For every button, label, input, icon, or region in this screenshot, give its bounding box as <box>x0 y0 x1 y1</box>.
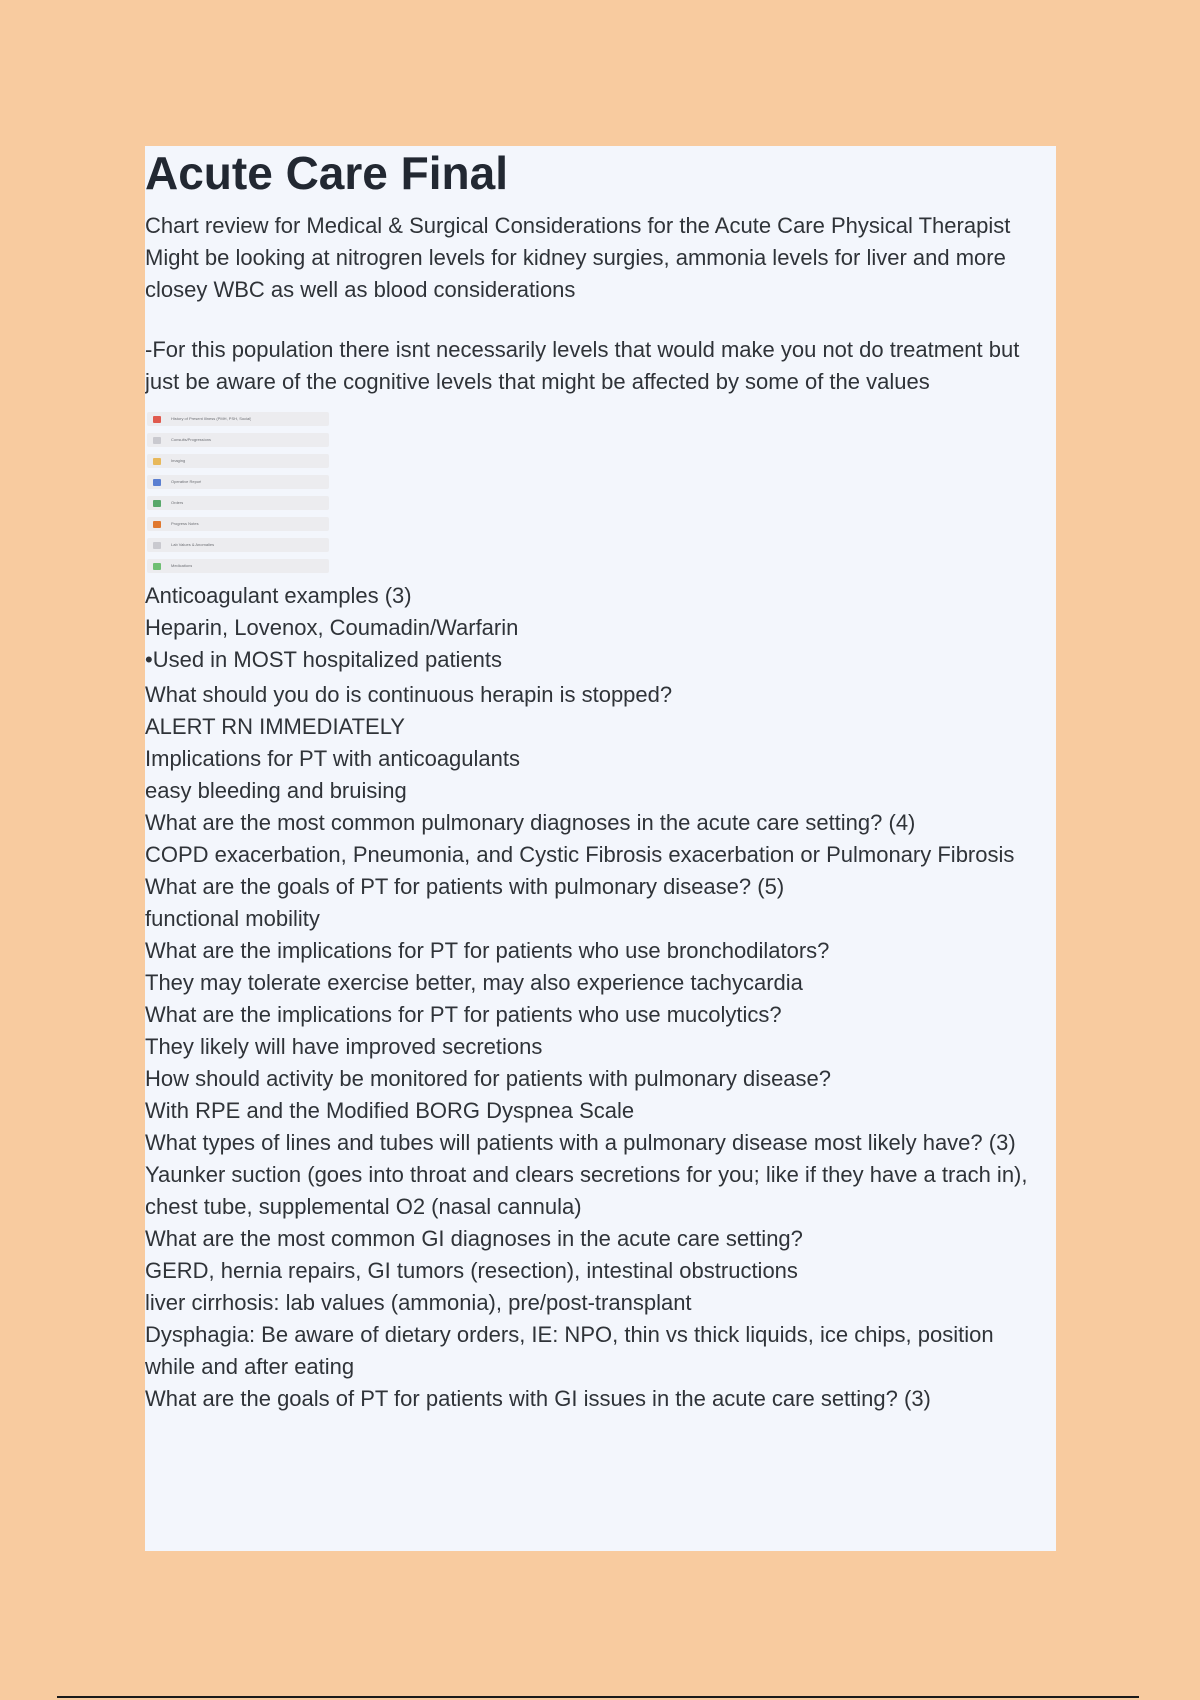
progress-notes-icon <box>153 521 161 528</box>
chart-section-item <box>147 475 329 489</box>
orders-icon <box>153 500 161 507</box>
chart-section-label: Orders <box>171 500 184 505</box>
qa-line: What types of lines and tubes will patients with a pulmonary disease most likely have? (3) <box>145 1130 1016 1155</box>
chart-section-label: Consults/Progressions <box>171 437 212 442</box>
qa-line: ALERT RN IMMEDIATELY <box>145 714 405 739</box>
chart-section-label: Operative Report <box>171 479 202 484</box>
chart-section-label: Progress Notes <box>171 521 199 526</box>
qa-line: They may tolerate exercise better, may also experience tachycardia <box>145 970 803 995</box>
qa-line: What are the most common GI diagnoses in the acute care setting? <box>145 1226 803 1251</box>
chart-review-sections-image <box>147 412 329 573</box>
qa-line: They likely will have improved secretions <box>145 1034 543 1059</box>
qa-list <box>145 679 1056 1415</box>
qa-line: What should you do is continuous herapin is stopped? <box>145 682 673 707</box>
qa-line: Dysphagia: Be aware of dietary orders, IE: NPO, thin vs thick liquids, ice chips, position while and after eating <box>145 1322 994 1379</box>
qa-line: easy bleeding and bruising <box>145 778 407 803</box>
qa-line: What are the implications for PT for patients who use bronchodilators? <box>145 938 830 963</box>
qa-line: liver cirrhosis: lab values (ammonia), pre/post-transplant <box>145 1290 692 1315</box>
qa-line: Implications for PT with anticoagulants <box>145 746 520 771</box>
chart-section-item <box>147 538 329 552</box>
anticoagulant-answer: Heparin, Lovenox, Coumadin/Warfarin <box>145 615 519 640</box>
consults-icon <box>153 437 161 444</box>
imaging-icon <box>153 458 161 465</box>
qa-line: functional mobility <box>145 906 320 931</box>
document-page <box>145 146 1056 1551</box>
chart-section-item <box>147 433 329 447</box>
chart-section-label: Imaging <box>171 458 186 463</box>
qa-line: With RPE and the Modified BORG Dyspnea Scale <box>145 1098 635 1123</box>
qa-line: What are the implications for PT for patients who use mucolytics? <box>145 1002 782 1027</box>
qa-line: How should activity be monitored for patients with pulmonary disease? <box>145 1066 832 1091</box>
history-icon <box>153 416 161 423</box>
bottom-divider <box>57 1696 1139 1698</box>
medications-icon <box>153 563 161 570</box>
chart-section-item <box>147 454 329 468</box>
lab-values-icon <box>153 542 161 549</box>
anticoagulant-note: •Used in MOST hospitalized patients <box>145 647 503 672</box>
intro-paragraph: Might be looking at nitrogren levels for kidney surgies, ammonia levels for liver and more closey WBC as well as blood considerations <box>145 245 1006 302</box>
qa-line: COPD exacerbation, Pneumonia, and Cystic Fibrosis exacerbation or Pulmonary Fibrosis <box>145 842 1015 867</box>
qa-line: GERD, hernia repairs, GI tumors (resection), intestinal obstructions <box>145 1258 798 1283</box>
chart-section-label: History of Present Illness (PMH, PSH, Social) <box>171 416 252 421</box>
intro-paragraph: -For this population there isnt necessarily levels that would make you not do treatment but just be aware of the cognitive levels that might be affected by some of the values <box>145 337 1020 394</box>
chart-section-item <box>147 496 329 510</box>
qa-line: What are the most common pulmonary diagnoses in the acute care setting? (4) <box>145 810 916 835</box>
chart-section-item <box>147 412 329 426</box>
qa-line: What are the goals of PT for patients with pulmonary disease? (5) <box>145 874 785 899</box>
qa-line: What are the goals of PT for patients with GI issues in the acute care setting? (3) <box>145 1386 931 1411</box>
operative-report-icon <box>153 479 161 486</box>
page-title: Acute Care Final <box>145 147 508 199</box>
chart-section-item <box>147 517 329 531</box>
chart-section-label: Lab Values & Anomalies <box>171 542 215 547</box>
qa-line: Yaunker suction (goes into throat and clears secretions for you; like if they have a trach in), chest tube, supplemental O2 (nasal cannula) <box>145 1162 1028 1219</box>
anticoagulant-question: Anticoagulant examples (3) <box>145 583 412 608</box>
chart-section-label: Medications <box>171 563 193 568</box>
intro-paragraph: Chart review for Medical & Surgical Considerations for the Acute Care Physical Therapist <box>145 213 1011 238</box>
chart-section-item <box>147 559 329 573</box>
